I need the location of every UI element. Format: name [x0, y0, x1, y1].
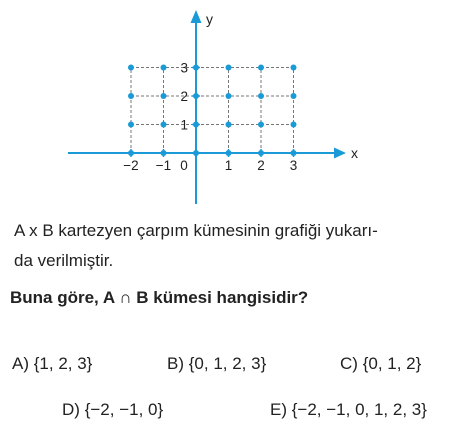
product-point	[258, 93, 264, 99]
product-point	[161, 93, 167, 99]
choice-letter: C)	[340, 354, 358, 373]
choice-a[interactable]	[12, 354, 92, 374]
choice-text: {−2, −1, 0, 1, 2, 3}	[291, 400, 427, 419]
choice-e[interactable]	[270, 400, 427, 420]
product-point	[193, 122, 199, 128]
choice-text: {−2, −1, 0}	[84, 400, 164, 419]
product-point	[226, 122, 232, 128]
product-point	[161, 122, 167, 128]
axis-point	[128, 150, 134, 156]
x-axis-label: x	[351, 145, 358, 161]
choice-text: {0, 1, 2, 3}	[188, 354, 267, 373]
choice-text: {1, 2, 3}	[33, 354, 93, 373]
product-point	[258, 122, 264, 128]
choice-letter: D)	[62, 400, 80, 419]
choice-c[interactable]	[340, 354, 421, 374]
product-point	[258, 65, 264, 71]
product-point	[128, 122, 134, 128]
axis-point	[258, 150, 264, 156]
product-point	[161, 65, 167, 71]
choice-b[interactable]	[167, 354, 266, 374]
x-tick-label: 3	[289, 158, 298, 173]
product-point	[193, 93, 199, 99]
product-point	[226, 65, 232, 71]
x-tick-label: 2	[257, 158, 265, 173]
y-tick-label: 3	[180, 60, 188, 76]
x-tick-label: −2	[123, 158, 139, 173]
dashed-grid	[131, 68, 294, 154]
tick-labels	[123, 61, 297, 174]
x-tick-label: 1	[224, 158, 233, 173]
y-axis-label: y	[206, 11, 213, 27]
axis-point	[226, 150, 232, 156]
choice-letter: B)	[167, 354, 184, 373]
choice-d[interactable]	[62, 400, 163, 420]
x-axis-arrow-icon	[334, 148, 346, 159]
product-point	[291, 93, 297, 99]
choice-letter: A)	[12, 354, 29, 373]
product-point	[291, 122, 297, 128]
choice-letter: E)	[270, 400, 287, 419]
product-point	[226, 93, 232, 99]
y-tick-label: 1	[180, 117, 188, 133]
origin-label: 0	[180, 158, 188, 173]
question-stem-line-2: da verilmiştir.	[14, 251, 114, 270]
axis-point	[161, 150, 167, 156]
x-tick-label: −1	[155, 158, 172, 173]
product-point	[291, 65, 297, 71]
product-point	[128, 65, 134, 71]
product-point	[128, 93, 134, 99]
axis-point	[193, 150, 199, 156]
cartesian-graph	[0, 0, 472, 210]
y-tick-label: 2	[180, 89, 188, 104]
y-axis-arrow-icon	[191, 10, 202, 23]
plotted-points	[128, 65, 297, 157]
axis-point	[291, 150, 297, 156]
axis-ticks	[131, 68, 294, 158]
product-point	[193, 65, 199, 71]
choice-text: {0, 1, 2}	[362, 354, 422, 373]
question-prompt: Buna göre, A ∩ B kümesi hangisidir?	[10, 288, 309, 307]
question-stem-line-1: A x B kartezyen çarpım kümesinin grafiği yukarı-	[14, 221, 378, 240]
